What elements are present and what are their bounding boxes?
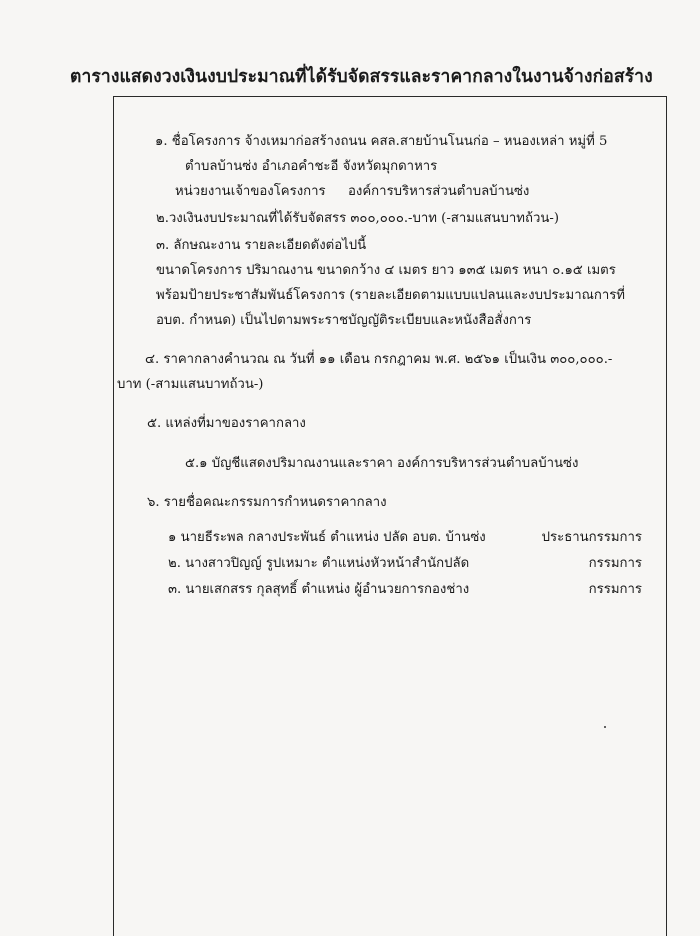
work-size: ขนาดโครงการ ปริมาณงาน ขนาดกว้าง ๔ เมตร ยาว ๑๓๕ เมตร หนา ๐.๑๕ เมตร [156,263,616,278]
work-regulation: อบต. กำหนด) เป็นไปตามพระราชบัญญัติระเบียบและหนังสือสั่งการ [156,313,532,328]
document-title: ตารางแสดงวงเงินงบประมาณที่ได้รับจัดสรรและราคากลางในงานจ้างก่อสร้าง [70,67,653,87]
median-price-words: บาท (-สามแสนบาทถ้วน-) [117,377,264,392]
median-price-line: ๔. ราคากลางคำนวณ ณ วันที่ ๑๑ เดือน กรกฎาคม พ.ศ. ๒๕๖๑ เป็นเงิน ๓๐๐,๐๐๐.- [145,352,613,367]
source-item: ๕.๑ บัญชีแสดงปริมาณงานและราคา องค์การบริหารส่วนตำบลบ้านซ่ง [185,456,579,471]
committee-member-name: ๓. นายเสกสรร กุลสุทธิ์ ตำแหน่ง ผู้อำนวยการกองช่าง [168,582,470,597]
work-signage: พร้อมป้ายประชาสัมพันธ์โครงการ (รายละเอียดตามแบบแปลนและงบประมาณการที่ [156,288,625,303]
budget-line: ๒.วงเงินงบประมาณที่ได้รับจัดสรร ๓๐๐,๐๐๐.-บาท (-สามแสนบาทถ้วน-) [156,211,559,226]
owner-value: องค์การบริหารส่วนตำบลบ้านซ่ง [348,184,530,199]
committee-member-role: กรรมการ [588,582,642,597]
committee-heading: ๖. รายชื่อคณะกรรมการกำหนดราคากลาง [147,495,387,510]
owner-label: หน่วยงานเจ้าของโครงการ [175,184,326,199]
committee-member-role: ประธานกรรมการ [541,530,642,545]
project-location: ตำบลบ้านซ่ง อำเภอคำชะอี จังหวัดมุกดาหาร [185,159,438,174]
stray-dot [604,726,606,728]
committee-member-name: ๑ นายธีระพล กลางประพันธ์ ตำแหน่ง ปลัด อบต. บ้านซ่ง [168,530,486,545]
work-heading: ๓. ลักษณะงาน รายละเอียดดังต่อไปนี้ [156,238,367,253]
source-heading: ๕. แหล่งที่มาของราคากลาง [147,416,306,431]
project-name: ๑. ชื่อโครงการ จ้างเหมาก่อสร้างถนน คสล.สายบ้านโนนก่อ – หนองเหล่า หมู่ที่ 5 [155,134,608,149]
committee-member-name: ๒. นางสาวปิญญ์ รูปเหมาะ ตำแหน่งหัวหน้าสำนักปลัด [168,556,470,571]
committee-member-role: กรรมการ [588,556,642,571]
